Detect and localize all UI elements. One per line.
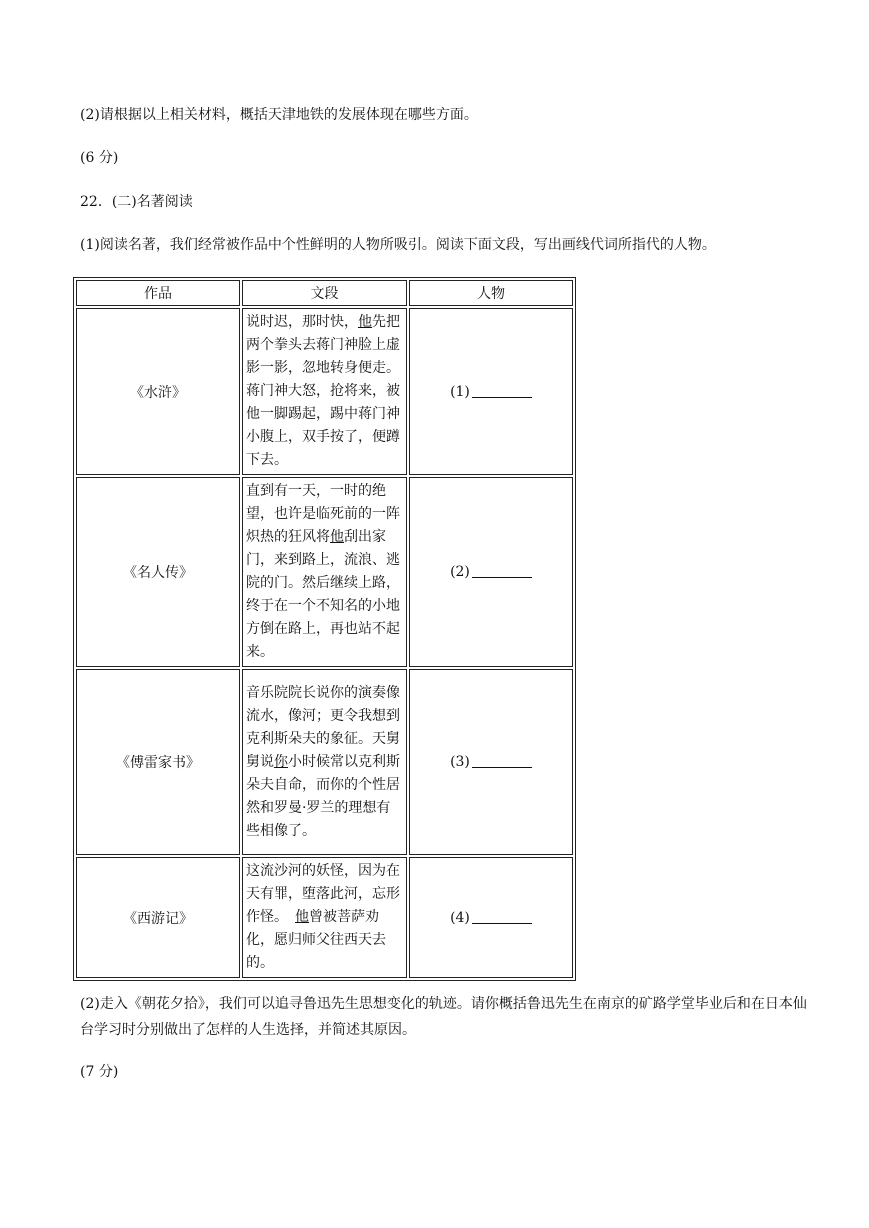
q2-prompt: (2)请根据以上相关材料，概括天津地铁的发展体现在哪些方面。 [80, 107, 478, 123]
underlined-pronoun: 你 [273, 753, 288, 770]
reading-table [73, 277, 576, 981]
work-title: 《名人传》 [76, 477, 240, 667]
underlined-pronoun: 他 [329, 529, 344, 545]
sub2-score: (7 分) [80, 1064, 119, 1080]
answer-blank-1[interactable]: (1) [409, 308, 573, 475]
work-title: 《西游记》 [76, 857, 240, 978]
passage-text: 直到有一天，一时的绝望，也许是临死前的一阵炽热的狂风将他刮出家门，来到路上，流浪、逃院的门。然后继续上路，终于在一个不知名的小地方倒在路上，再也站不起来。 [242, 477, 407, 667]
sub1-prompt: (1)阅读名著，我们经常被作品中个性鲜明的人物所吸引。阅读下面文段，写出画线代词所指代的人物。 [80, 237, 716, 253]
underlined-pronoun: 他 [357, 314, 372, 330]
passage-text: 这流沙河的妖怪，因为在天有罪，堕落此河，忘形作怪。 他曾被菩萨劝化，愿归师父往西天去的。 [242, 857, 407, 978]
table-row [76, 308, 573, 475]
answer-blank-3[interactable]: (3) [409, 669, 573, 855]
header-person: 人物 [409, 280, 573, 306]
answer-blank-2[interactable]: (2) [409, 477, 573, 667]
passage-text: 说时迟，那时快，他先把两个拳头去蒋门神脸上虚影一影，忽地转身便走。蒋门神大怒，抢将来，被他一脚踢起，踢中蒋门神小腹上，双手按了，便蹲下去。 [242, 308, 407, 475]
sub2-prompt: (2)走入《朝花夕拾》，我们可以追寻鲁迅先生思想变化的轨迹。请你概括鲁迅先生在南京的矿路学堂毕业后和在日本仙台学习时分别做出了怎样的人生选择，并简述其原因。 [80, 996, 807, 1038]
passage-text: 音乐院院长说你的演奏像流水，像河；更令我想到克利斯朵夫的象征。天舅舅说你小时候常以克利斯朵夫自命，而你的个性居然和罗曼·罗兰的理想有些相像了。 [242, 669, 407, 855]
header-work: 作品 [76, 280, 240, 306]
work-title: 《水浒》 [76, 308, 240, 475]
work-title: 《傅雷家书》 [76, 669, 240, 855]
answer-blank-4[interactable]: (4) [409, 857, 573, 978]
underlined-pronoun: 他 [294, 909, 309, 925]
table-row [76, 857, 573, 978]
table-row [76, 477, 573, 667]
table-row [76, 669, 573, 855]
section-title: 22．(二)名著阅读 [80, 194, 193, 210]
table-header-row [76, 280, 573, 306]
q2-score: (6 分) [80, 150, 119, 166]
header-passage: 文段 [242, 280, 407, 306]
